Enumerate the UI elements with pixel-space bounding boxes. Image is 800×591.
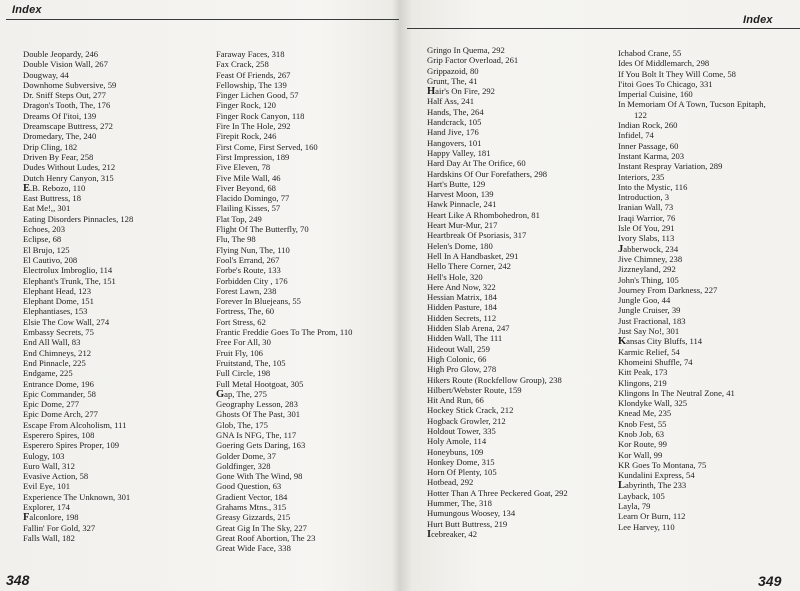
letter-initial: E [23, 182, 31, 194]
index-entry: Dragon's Tooth, The, 176 [23, 100, 111, 111]
index-entry: Indian Rock, 260 [618, 120, 678, 131]
index-entry: Elephant's Trunk, The, 151 [23, 275, 116, 286]
running-header-left: Index [12, 4, 42, 16]
entry-text: .B. Rebozo, 110 [30, 182, 86, 193]
entry-text: alconlore, 198 [29, 512, 79, 523]
index-entry: Hell In A Handbasket, 291 [427, 250, 519, 261]
index-entry: Hotter Than A Three Peckered Goat, 292 [427, 487, 568, 498]
index-entry [618, 336, 766, 346]
letter-initial: F [23, 512, 30, 524]
index-entry: Karmic Relief, 54 [618, 346, 680, 357]
index-entry: Happy Valley, 181 [427, 147, 491, 158]
index-entry: End Chimneys, 212 [23, 347, 92, 358]
index-entry [216, 389, 352, 399]
index-entry: Hell's Hole, 320 [427, 271, 483, 282]
index-entry: Full Circle, 198 [216, 368, 271, 379]
index-entry: I'itoi Goes To Chicago, 331 [618, 78, 713, 89]
index-entry: Honkey Dome, 315 [427, 456, 495, 467]
index-entry: Grunt, The, 41 [427, 75, 478, 86]
index-entry: Esperero Spires, 108 [23, 429, 95, 440]
index-entry: Echoes, 203 [23, 224, 66, 235]
index-entry: Hit And Run, 66 [427, 395, 484, 406]
index-entry: Holy Amole, 114 [427, 436, 487, 447]
index-entry: Endgame, 225 [23, 368, 73, 379]
index-entry: Hidden Secrets, 112 [427, 312, 497, 323]
index-entry: Drip Cling, 182 [23, 141, 78, 152]
index-entry: Flacido Domingo, 77 [216, 193, 290, 204]
index-entry: Khomeini Shuffle, 74 [618, 356, 693, 367]
index-entry: Isle Of You, 291 [618, 223, 675, 234]
index-entry: Finger Rock, 120 [216, 100, 276, 111]
index-entry: Fruit Fly, 106 [216, 347, 263, 358]
index-entry: End Pinnacle, 225 [23, 357, 86, 368]
index-entry: Faraway Faces, 318 [216, 49, 285, 59]
index-column-1 [23, 49, 133, 543]
index-entry: Instant Karma, 203 [618, 150, 685, 161]
index-entry: Layback, 105 [618, 490, 665, 501]
index-entry: Knob Fest, 55 [618, 418, 667, 429]
index-entry: Learn Or Burn, 112 [618, 511, 686, 522]
letter-initial: G [216, 388, 225, 400]
entry-text: abyrinth, The 233 [625, 480, 687, 491]
index-entry: First Impression, 189 [216, 151, 290, 162]
index-entry: Hilbert/Webster Route, 159 [427, 384, 522, 395]
index-entry: Fax Crack, 258 [216, 59, 269, 70]
index-entry: El Cautivo, 208 [23, 254, 78, 265]
index-entry: 122 [634, 109, 647, 120]
index-entry: Heartbreak Of Psoriasis, 317 [427, 230, 527, 241]
running-header-right: Index [743, 14, 773, 26]
index-entry: Gradient Vector, 184 [216, 491, 288, 502]
index-entry: Inner Passage, 60 [618, 140, 679, 151]
index-entry: Heart Like A Rhombohedron, 81 [427, 209, 540, 220]
index-entry: Forest Lawn, 238 [216, 285, 277, 296]
index-entry: Hessian Matrix, 184 [427, 292, 497, 303]
index-entry: Humungous Woosey, 134 [427, 508, 516, 519]
index-entry: Firepit Rock, 246 [216, 131, 277, 142]
index-entry [427, 86, 568, 96]
index-entry: Klingons, 219 [618, 377, 667, 388]
letter-initial: L [618, 480, 626, 492]
index-entry: Epic Dome Arch, 277 [23, 409, 98, 420]
index-entry: Holdout Tower, 335 [427, 425, 496, 436]
index-entry: Hand Jive, 176 [427, 127, 479, 138]
index-entry: Heart Mur-Mur, 217 [427, 220, 498, 231]
index-entry: Explorer, 174 [23, 502, 70, 513]
index-entry: Infidel, 74 [618, 130, 654, 141]
index-column-2 [216, 49, 352, 554]
index-entry: Fire In The Hole, 292 [216, 121, 291, 132]
index-column-4 [618, 48, 766, 532]
index-entry: Embassy Secrets, 75 [23, 327, 94, 338]
index-entry: Forbe's Route, 133 [216, 265, 281, 276]
index-entry: Iraqi Warrior, 76 [618, 212, 676, 223]
header-rule-right [407, 28, 800, 29]
index-entry: Elephant Dome, 151 [23, 296, 94, 307]
index-entry: Dromedary, The, 240 [23, 131, 97, 142]
index-entry: GNA Is NFG, The, 117 [216, 429, 297, 440]
index-entry: Just Fractional, 183 [618, 315, 686, 326]
index-entry: Dreamscape Buttress, 272 [23, 121, 113, 132]
index-entry: Into the Mystic, 116 [618, 181, 688, 192]
index-entry [23, 512, 133, 522]
index-entry: Goldfinger, 328 [216, 460, 271, 471]
index-entry [427, 529, 568, 539]
index-entry: Knead Me, 235 [618, 408, 672, 419]
index-entry: Goering Gets Daring, 163 [216, 440, 306, 451]
index-entry: Great Roof Abortion, The 23 [216, 532, 316, 543]
index-entry: Hangovers, 101 [427, 137, 482, 148]
index-entry: Eclipse, 68 [23, 234, 62, 245]
index-column-3 [427, 45, 568, 539]
index-entry: Finger Rock Canyon, 118 [216, 110, 305, 121]
index-entry: Eating Disorders Pinnacles, 128 [23, 213, 134, 224]
index-entry: Dr. Sniff Steps Out, 277 [23, 90, 106, 101]
index-entry: Eulogy, 103 [23, 450, 65, 461]
index-entry: In Memoriam Of A Town, Tucson Epitaph, [618, 99, 766, 110]
index-entry: Dutch Henry Canyon, 315 [23, 172, 114, 183]
index-entry: Grip Factor Overload, 261 [427, 55, 519, 66]
entry-text: air's On Fire, 292 [435, 86, 495, 97]
index-entry: Gone With The Wind, 98 [216, 471, 303, 482]
index-entry: Glob, The, 175 [216, 419, 268, 430]
index-entry: Dougway, 44 [23, 69, 69, 80]
index-entry: Flat Top, 249 [216, 213, 262, 224]
index-entry: Fortress, The, 60 [216, 306, 275, 317]
index-entry: Flailing Kisses, 57 [216, 203, 281, 214]
index-entry: Lee Harvey, 110 [618, 521, 675, 532]
index-entry: Dreams Of I'itoi, 139 [23, 110, 97, 121]
index-entry: Five Mile Wall, 46 [216, 172, 281, 183]
index-entry: Hockey Stick Crack, 212 [427, 405, 514, 416]
index-entry: Half Ass, 241 [427, 96, 475, 107]
index-entry: Esperero Spires Proper, 109 [23, 440, 120, 451]
index-entry: Grippazoid, 80 [427, 65, 479, 76]
index-entry: Ichabod Crane, 55 [618, 48, 682, 58]
index-entry: Hawk Pinnacle, 241 [427, 199, 497, 210]
index-entry: Downhome Subversive, 59 [23, 79, 117, 90]
index-entry: Hikers Route (Rockfellow Group), 238 [427, 374, 562, 385]
header-rule-left [6, 19, 399, 20]
index-entry: Kundalini Express, 54 [618, 470, 695, 481]
index-entry: Feast Of Friends, 267 [216, 69, 291, 80]
index-entry: Jungle Cruiser, 39 [618, 305, 681, 316]
page-number-right: 349 [758, 573, 782, 589]
index-entry: Hart's Butte, 129 [427, 178, 486, 189]
index-entry: Entrance Dome, 196 [23, 378, 94, 389]
index-entry: Instant Respray Variation, 289 [618, 161, 723, 172]
index-entry: Epic Commander, 58 [23, 388, 96, 399]
index-entry: Flying Nun, The, 110 [216, 244, 290, 255]
index-entry: Good Question, 63 [216, 481, 282, 492]
index-entry: High Colonic, 66 [427, 353, 487, 364]
page-number-left: 348 [6, 572, 30, 588]
index-entry: East Buttress, 18 [23, 193, 82, 204]
index-entry: Horn Of Plenty, 105 [427, 467, 497, 478]
index-entry: Here And Now, 322 [427, 281, 496, 292]
index-entry: Hurt Butt Buttress, 219 [427, 518, 508, 529]
index-entry: Ivory Slabs, 113 [618, 233, 675, 244]
letter-initial: J [618, 243, 624, 255]
entry-text: cebreaker, 42 [431, 528, 478, 539]
index-entry: Hidden Slab Arena, 247 [427, 323, 510, 334]
index-entry: Jive Chimney, 238 [618, 253, 683, 264]
index-entry: Double Vision Wall, 267 [23, 59, 108, 70]
index-entry: Falls Wall, 182 [23, 532, 75, 543]
index-entry: El Brujo, 125 [23, 244, 70, 255]
index-entry: Flu, The 98 [216, 234, 256, 245]
index-entry: If You Bolt It They Will Come, 58 [618, 68, 736, 79]
index-entry: Eat Me!,, 301 [23, 203, 71, 214]
index-entry: Geography Lesson, 283 [216, 399, 298, 410]
index-entry: Electrolux Imbroglio, 114 [23, 265, 113, 276]
index-entry: John's Thing, 105 [618, 274, 679, 285]
index-entry: Grahams Mtns., 315 [216, 502, 287, 513]
entry-text: abberwock, 234 [623, 243, 679, 254]
index-entry: Hotbead, 292 [427, 477, 474, 488]
index-entry: Elsie The Cow Wall, 274 [23, 316, 110, 327]
letter-initial: K [618, 336, 627, 348]
index-entry: Interiors, 235 [618, 171, 665, 182]
index-entry: Introduction, 3 [618, 192, 670, 203]
index-entry [618, 244, 766, 254]
index-entry: Hard Day At The Orifice, 60 [427, 158, 526, 169]
index-entry: Frantic Freddie Goes To The Prom, 110 [216, 327, 353, 338]
index-entry: Greasy Gizzards, 215 [216, 512, 291, 523]
index-entry: Journey From Darkness, 227 [618, 284, 718, 295]
index-entry: Great Wide Face, 338 [216, 543, 291, 554]
index-entry: Double Jeopardy, 246 [23, 49, 99, 59]
index-entry: Forever In Bluejeans, 55 [216, 296, 301, 307]
index-entry: Klondyke Wall, 325 [618, 398, 688, 409]
index-entry: High Pro Glow, 278 [427, 364, 497, 375]
index-entry: Layla, 79 [618, 501, 651, 512]
index-entry: Hideout Wall, 259 [427, 343, 490, 354]
entry-text: ap, The, 275 [224, 388, 267, 399]
index-entry: Finger Lichen Good, 57 [216, 90, 299, 101]
index-entry: Just Say No!, 301 [618, 326, 680, 337]
index-entry: Elephantiases, 153 [23, 306, 88, 317]
index-entry: Handcrack, 105 [427, 117, 482, 128]
index-entry: Ghosts Of The Past, 301 [216, 409, 301, 420]
index-entry: Hardskins Of Our Forefathers, 298 [427, 168, 548, 179]
index-entry: Fallin' For Gold, 327 [23, 522, 96, 533]
index-entry: Fiver Beyond, 68 [216, 182, 276, 193]
index-entry: First Come, First Served, 160 [216, 141, 318, 152]
index-entry: Escape From Alcoholism, 111 [23, 419, 127, 430]
index-entry: Jungle Goo, 44 [618, 295, 671, 306]
index-entry: Harvest Moon, 139 [427, 189, 494, 200]
letter-initial: H [427, 86, 436, 98]
index-entry: Golder Dome, 37 [216, 450, 276, 461]
index-entry [618, 480, 766, 490]
index-entry: Hogback Growler, 212 [427, 415, 506, 426]
index-entry: Great Gig In The Sky, 227 [216, 522, 307, 533]
index-entry: Hidden Pasture, 184 [427, 302, 497, 313]
index-entry: Evasive Action, 58 [23, 471, 89, 482]
entry-text: ansas City Bluffs, 114 [626, 336, 703, 347]
index-entry: Elephant Head, 123 [23, 285, 92, 296]
index-entry: Fellowship, The 139 [216, 79, 287, 90]
index-entry: Euro Wall, 312 [23, 460, 75, 471]
index-entry: Iranian Wall, 73 [618, 202, 674, 213]
index-entry: Kitt Peak, 173 [618, 367, 668, 378]
index-entry: Fool's Errand, 267 [216, 254, 280, 265]
index-entry: Kor Route, 99 [618, 439, 667, 450]
index-entry: KR Goes To Montana, 75 [618, 459, 707, 470]
index-entry: Driven By Fear, 258 [23, 151, 94, 162]
index-entry: Honeybuns, 109 [427, 446, 484, 457]
index-entry: Full Metal Hootgoat, 305 [216, 378, 304, 389]
index-entry: Evil Eye, 101 [23, 481, 71, 492]
index-entry: Fort Stress, 62 [216, 316, 266, 327]
index-entry: Experience The Unknown, 301 [23, 491, 131, 502]
index-entry: Epic Dome, 277 [23, 399, 80, 410]
index-entry: Ides Of Middlemarch, 298 [618, 58, 710, 69]
index-entry: Free For All, 30 [216, 337, 271, 348]
index-entry: Gringo In Quema, 292 [427, 45, 505, 55]
index-entry: Dudes Without Ludes, 212 [23, 162, 116, 173]
index-entry: Helen's Dome, 180 [427, 240, 493, 251]
index-entry: Hello There Corner, 242 [427, 261, 511, 272]
index-entry: Kor Wall, 99 [618, 449, 663, 460]
index-entry: Forbidden City , 176 [216, 275, 288, 286]
index-entry: Knob Job, 63 [618, 428, 665, 439]
index-entry: Imperial Cuisine, 160 [618, 89, 693, 100]
index-entry: Hummer, The, 318 [427, 498, 492, 509]
index-entry: Klingons In The Neutral Zone, 41 [618, 387, 735, 398]
index-entry: Hands, The, 264 [427, 106, 484, 117]
index-entry: Hidden Wall, The 111 [427, 333, 503, 344]
index-entry: Flight Of The Butterfly, 70 [216, 224, 309, 235]
index-entry: End All Wall, 83 [23, 337, 81, 348]
index-entry: Jizzneyland, 292 [618, 264, 676, 275]
index-entry [23, 183, 133, 193]
index-entry: Fruitstand, The, 105 [216, 357, 286, 368]
index-entry: Five Eleven, 78 [216, 162, 271, 173]
letter-initial: I [427, 528, 432, 540]
